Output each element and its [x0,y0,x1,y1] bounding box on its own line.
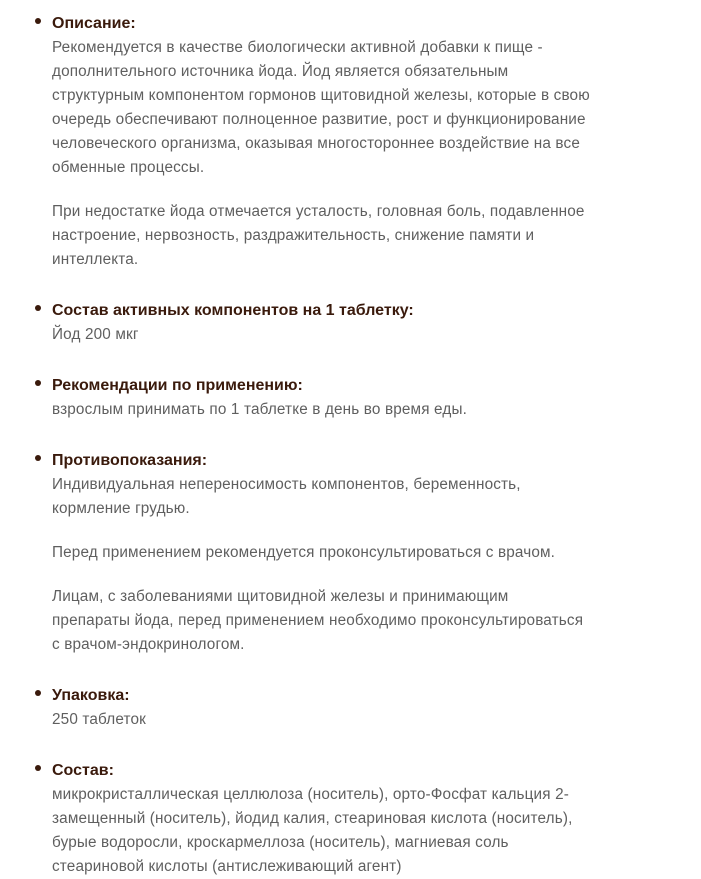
paragraph-line: замещенный (носитель), йодид калия, стеариновая кислота (носитель), [52,810,573,827]
section-title: Состав активных компонентов на 1 таблетку: [52,302,414,319]
paragraph-line: настроение, нервозность, раздражительность, снижение памяти и [52,227,535,244]
paragraph-line: человеческого организма, оказывая многостороннее воздействие на все [52,135,580,152]
bullet-icon [35,455,41,461]
paragraph-line: взрослым принимать по 1 таблетке в день во время еды. [52,401,467,418]
paragraph-line: микрокристаллическая целлюлоза (носитель), орто-Фосфат кальция 2- [52,786,569,803]
section-paragraph [52,398,681,422]
paragraph-line: Йод 200 мкг [52,326,139,343]
section-paragraph [52,585,681,657]
paragraph-line: структурным компонентом гормонов щитовидной железы, которые в свою [52,87,590,104]
paragraph-line: бурые водоросли, кроскармеллоза (носитель), магниевая соль [52,834,509,851]
paragraph-line: Рекомендуется в качестве биологически активной добавки к пище - [52,39,543,56]
section-usage-recommendations [52,374,681,422]
paragraph-line: с врачом-эндокринологом. [52,636,245,653]
paragraph-line: дополнительного источника йода. Йод является обязательным [52,63,509,80]
paragraph-line: обменные процессы. [52,159,205,176]
section-paragraph [52,323,681,347]
bullet-icon [35,690,41,696]
paragraph-line: 250 таблеток [52,711,146,728]
section-paragraph [52,36,681,180]
paragraph-line: Лицам, с заболеваниями щитовидной железы и принимающим [52,588,509,605]
paragraph-line: Индивидуальная непереносимость компонентов, беременность, [52,476,521,493]
section-contraindications [52,449,681,657]
section-composition [52,759,681,879]
bullet-icon [35,765,41,771]
section-paragraph [52,783,681,879]
section-title: Упаковка: [52,687,130,704]
paragraph-line: интеллекта. [52,251,139,268]
section-paragraph [52,200,681,272]
paragraph-line: Перед применением рекомендуется проконсультироваться с врачом. [52,544,556,561]
bullet-icon [35,18,41,24]
paragraph-line: кормление грудью. [52,500,190,517]
section-title: Рекомендации по применению: [52,377,303,394]
paragraph-line: стеариновой кислоты (антислеживающий агент) [52,858,402,875]
bullet-icon [35,305,41,311]
section-packaging [52,684,681,732]
section-paragraph [52,708,681,732]
paragraph-line: очередь обеспечивают полноценное развитие, рост и функционирование [52,111,586,128]
section-active-components [52,299,681,347]
section-title: Состав: [52,762,114,779]
section-description [52,12,681,272]
paragraph-line: При недостатке йода отмечается усталость, головная боль, подавленное [52,203,585,220]
section-paragraph [52,473,681,521]
bullet-icon [35,380,41,386]
section-paragraph [52,541,681,565]
paragraph-line: препараты йода, перед применением необходимо проконсультироваться [52,612,584,629]
section-title: Противопоказания: [52,452,208,469]
section-title: Описание: [52,15,136,32]
